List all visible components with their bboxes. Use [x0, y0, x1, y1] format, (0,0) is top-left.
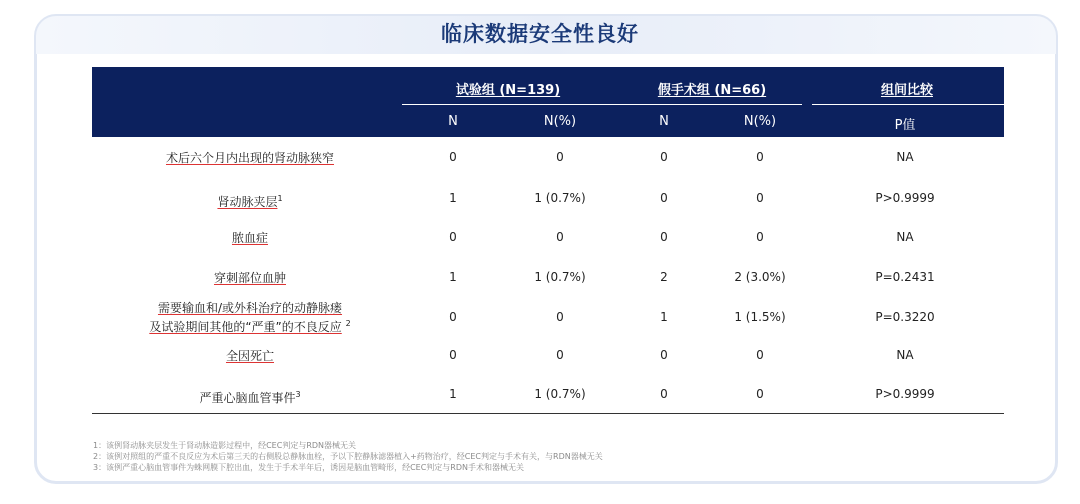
table-cell: 0	[660, 230, 668, 244]
table-row-label: 全因死亡	[225, 349, 274, 363]
table-cell: 1	[449, 387, 457, 401]
table-row-label: 术后六个月内出现的肾动脉狭窄	[165, 151, 334, 165]
table-row-label: 穿刺部位血肿	[213, 271, 286, 285]
table-cell: 0	[756, 230, 764, 244]
table-cell: 0	[449, 348, 457, 362]
table-cell: 0	[756, 191, 764, 205]
table-cell: 0	[756, 348, 764, 362]
table-cell: 0	[449, 230, 457, 244]
header-group-sham: 假手术组 (N=66)	[657, 83, 767, 98]
table-cell: 0	[556, 310, 564, 324]
page-title: 临床数据安全性良好	[441, 22, 639, 46]
table-cell: 0	[756, 150, 764, 164]
header-sub-n-trial: N	[448, 114, 458, 129]
table-row-label: 肾动脉夹层$^1$	[217, 194, 283, 209]
header-sub-n-sham: N	[659, 114, 669, 129]
table-cell: P=0.2431	[875, 270, 935, 284]
table-cell: 1 (1.5%)	[734, 310, 786, 324]
table-cell: 1 (0.7%)	[534, 191, 586, 205]
table-cell: 1 (0.7%)	[534, 387, 586, 401]
table-cell: NA	[896, 230, 914, 244]
table-cell: 0	[556, 348, 564, 362]
table-cell: 0	[660, 387, 668, 401]
header-sub-pct-sham: N(%)	[743, 114, 777, 129]
table-cell: 2	[660, 270, 668, 284]
table-cell: NA	[896, 150, 914, 164]
table-cell: 1	[660, 310, 668, 324]
table-cell: 0	[660, 348, 668, 362]
table-cell: NA	[896, 348, 914, 362]
header-rule-groups	[402, 104, 802, 105]
table-cell: 2 (3.0%)	[734, 270, 786, 284]
footnote-3: 3：该例严重心脑血管事件为蛛网膜下腔出血，发生于手术半年后，诱因是脑血管畸形，经CEC判定与RDN手术和器械无关	[93, 463, 525, 472]
table-bottom-rule	[92, 413, 1004, 414]
table-cell: 1 (0.7%)	[534, 270, 586, 284]
table-cell: P=0.3220	[875, 310, 935, 324]
table-cell: 1	[449, 191, 457, 205]
table-cell: P>0.9999	[875, 387, 935, 401]
header-rule-compare	[812, 104, 1004, 105]
table-cell: 0	[660, 150, 668, 164]
table-cell: 0	[660, 191, 668, 205]
table-cell: 0	[756, 387, 764, 401]
table-cell: 0	[556, 230, 564, 244]
header-group-trial: 试验组 (N=139)	[455, 83, 561, 98]
footnote-1: 1：该例肾动脉夹层发生于肾动脉造影过程中，经CEC判定与RDN器械无关	[93, 441, 357, 450]
header-sub-pvalue: P值	[894, 118, 916, 133]
table-row-label: 脓血症	[231, 231, 268, 245]
header-sub-pct-trial: N(%)	[543, 114, 577, 129]
table-cell: 0	[449, 150, 457, 164]
table-cell: 0	[556, 150, 564, 164]
footnote-2: 2：该例对照组的严重不良反应为术后第三天的右侧股总静脉血栓，予以下腔静脉滤器植入+药物治疗，经CEC判定与手术有关，与RDN器械无关	[93, 452, 603, 461]
table-cell: 0	[449, 310, 457, 324]
table-row-label: 需要输血和/或外科治疗的动静脉瘘 及试验期间其他的“严重”的不良反应 $^2$	[149, 301, 351, 334]
table-row-label: 严重心脑血管事件$^3$	[199, 390, 301, 405]
table-cell: P>0.9999	[875, 191, 935, 205]
header-group-compare: 组间比较	[880, 83, 933, 98]
table-cell: 1	[449, 270, 457, 284]
